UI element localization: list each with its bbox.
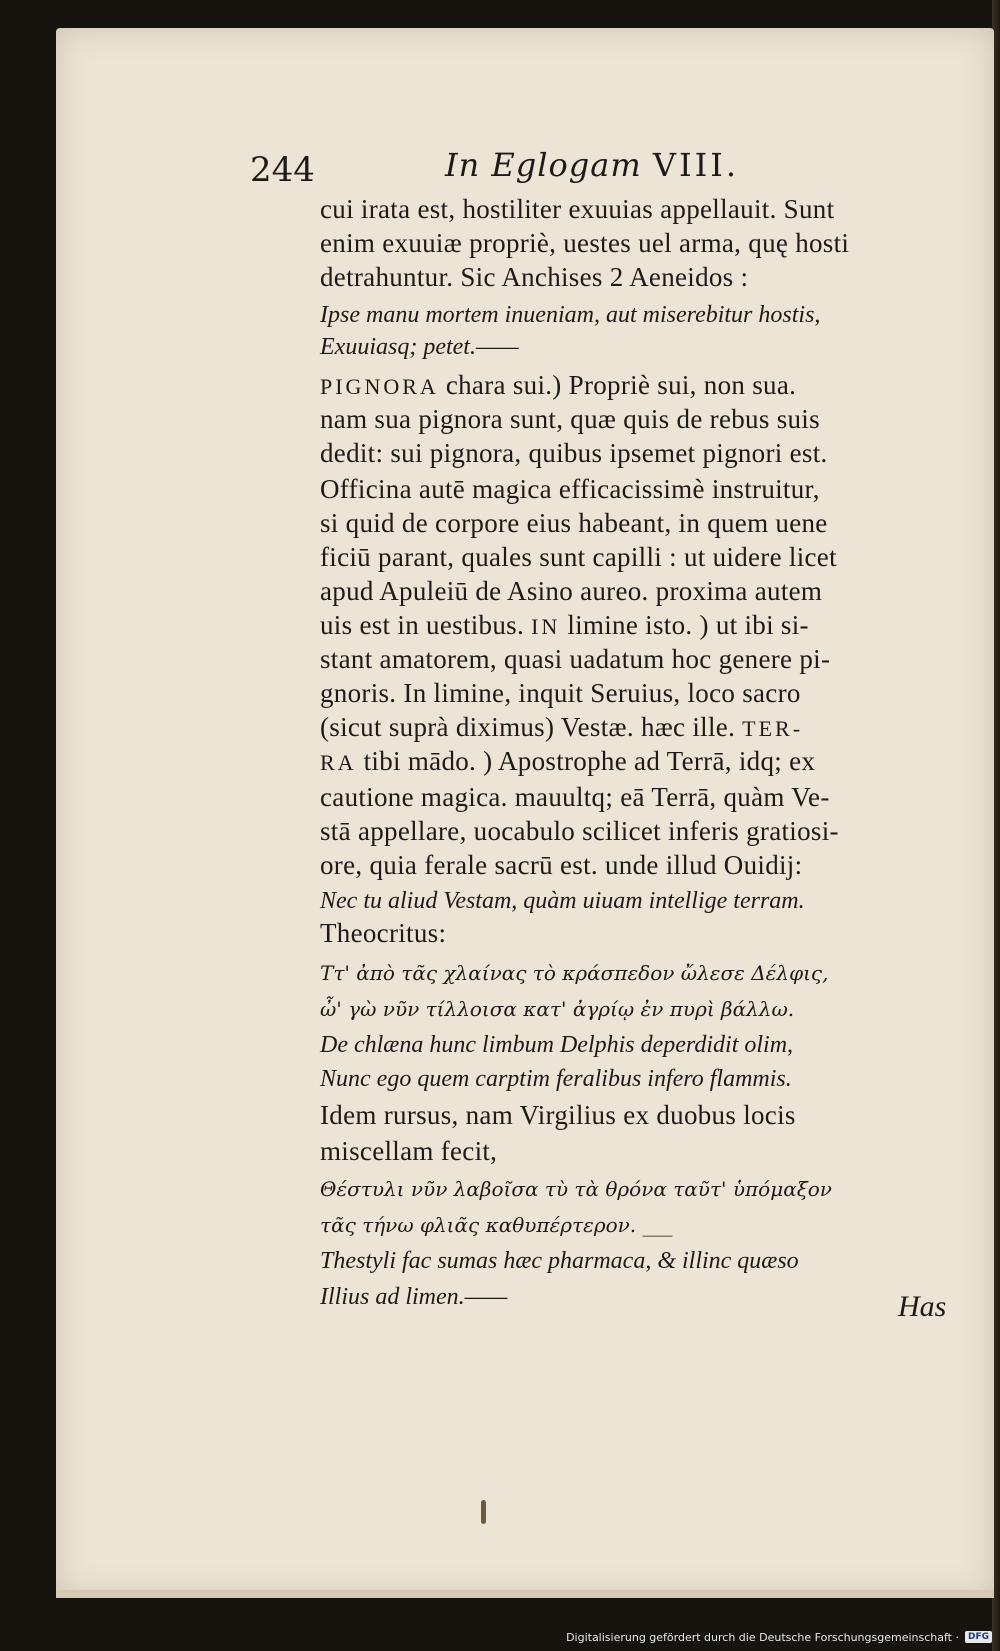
line-text: gnoris. In limine, inquit Seruius, loco sacro [320,678,801,708]
line-text: stā appellare, uocabulo scilicet inferis gratiosi- [320,816,839,846]
page-edge [56,1590,994,1598]
text-line [320,192,834,226]
line-text: Ipse manu mortem inueniam, aut miserebitur hostis, [320,302,821,328]
line-text: Idem rursus, nam Virgilius ex duobus locis [320,1100,796,1130]
footer-credit: Digitalisierung gefördert durch die Deutsche Forschungsgemeinschaft · [566,1630,959,1644]
line-text: ore, quia ferale sacrū est. unde illud Ouidij: [320,850,803,880]
text-line [320,1134,497,1168]
text-line [320,1062,792,1096]
line-text: Illius ad limen.—— [320,1284,508,1310]
running-head [445,146,739,184]
line-text: Θέστυλι νῦν λαβοῖσα τὺ τὰ θρόνα ταῦτ' ὑπόμαξον [320,1177,832,1201]
text-line [320,710,803,746]
running-head-numeral: VIII. [652,146,740,184]
ink-mark [481,1500,486,1524]
text-line [320,436,828,470]
catchword: Has [898,1290,947,1323]
text-line [320,956,829,990]
line-text: enim exuuiæ propriè, uestes uel arma, quę hosti [320,228,850,258]
line-text: nam sua pignora sunt, quæ quis de rebus suis [320,404,820,434]
line-text: Exuuiasq; petet.—— [320,334,519,360]
line-text: Nec tu aliud Vestam, quàm uiuam intellige terram. [320,888,805,914]
line-text: (sicut suprà diximus) Vestæ. hæc ille. [320,712,743,742]
line-text: stant amatorem, quasi uadatum hoc genere pi- [320,644,831,674]
text-line [320,368,796,404]
text-line [320,402,820,436]
digitization-footer [566,1627,992,1647]
dfg-logo: DFG [965,1631,992,1643]
line-text: De chlæna hunc limbum Delphis deperdidit olim, [320,1032,794,1058]
text-line [320,744,815,780]
line-text: tibi mādo. ) Apostrophe ad Terrā, idq; ex [356,746,816,776]
text-line [320,298,820,332]
page-number: 244 [250,150,315,190]
lemma: IN [531,614,561,639]
text-line [320,472,820,506]
line-text: Thestyli fac sumas hæc pharmaca, & illinc quæso [320,1248,799,1274]
line-text: Ττ' ἀπὸ τᾶς χλαίνας τὸ κράσπεδον ὤλεσε Δέλφις, [320,961,829,985]
text-line [320,540,837,574]
text-line [320,884,805,918]
line-text: detrahuntur. Sic Anchises 2 Aeneidos : [320,262,749,292]
line-text: chara sui.) Propriè sui, non sua. [438,370,797,400]
text-line [320,1098,796,1132]
lemma: TER- [742,716,804,741]
text-line [320,916,446,950]
text-line [320,848,802,882]
lemma: PIGNORA [320,374,439,399]
text-line [320,226,849,260]
text-line [320,330,519,364]
text-line [320,608,809,644]
line-text: miscellam fecit, [320,1136,498,1166]
line-text: Officina autē magica efficacissimè instruitur, [320,474,820,504]
text-line [320,1028,793,1062]
text-line [320,506,828,540]
text-line [320,1244,799,1278]
line-text: ficiū parant, quales sunt capilli : ut uidere licet [320,542,837,572]
page-header [250,146,810,194]
text-line [320,780,830,814]
line-text: apud Apuleiū de Asino aureo. proxima autem [320,576,823,606]
text-line [320,992,794,1026]
line-text: Theocritus: [320,918,447,948]
text-line [320,1208,673,1242]
line-text: Nunc ego quem carptim feralibus infero flammis. [320,1066,792,1092]
line-text: uis est in uestibus. [320,610,532,640]
running-head-title: In Eglogam [445,146,642,184]
line-text: dedit: sui pignora, quibus ipsemet pignori est. [320,438,828,468]
text-line [320,814,839,848]
line-text: τᾶς τήνω φλιᾶς καθυπέρτερον. ___ [320,1213,673,1237]
text-line [320,260,748,294]
line-text: limine isto. ) ut ibi si- [560,610,809,640]
line-text: cautione magica. mauultq; eā Terrā, quàm Ve- [320,782,830,812]
text-line [320,676,801,710]
text-line [320,574,822,608]
line-text: ὦ' γὼ νῦν τίλλοισα κατ' ἀγρίῳ ἐν πυρὶ βάλλω. [320,997,795,1021]
text-line [320,1172,832,1206]
text-line [320,642,830,676]
text-line [320,1280,507,1314]
lemma: RA [320,750,357,775]
line-text: si quid de corpore eius habeant, in quem uene [320,508,828,538]
line-text: cui irata est, hostiliter exuuias appellauit. Sunt [320,194,835,224]
